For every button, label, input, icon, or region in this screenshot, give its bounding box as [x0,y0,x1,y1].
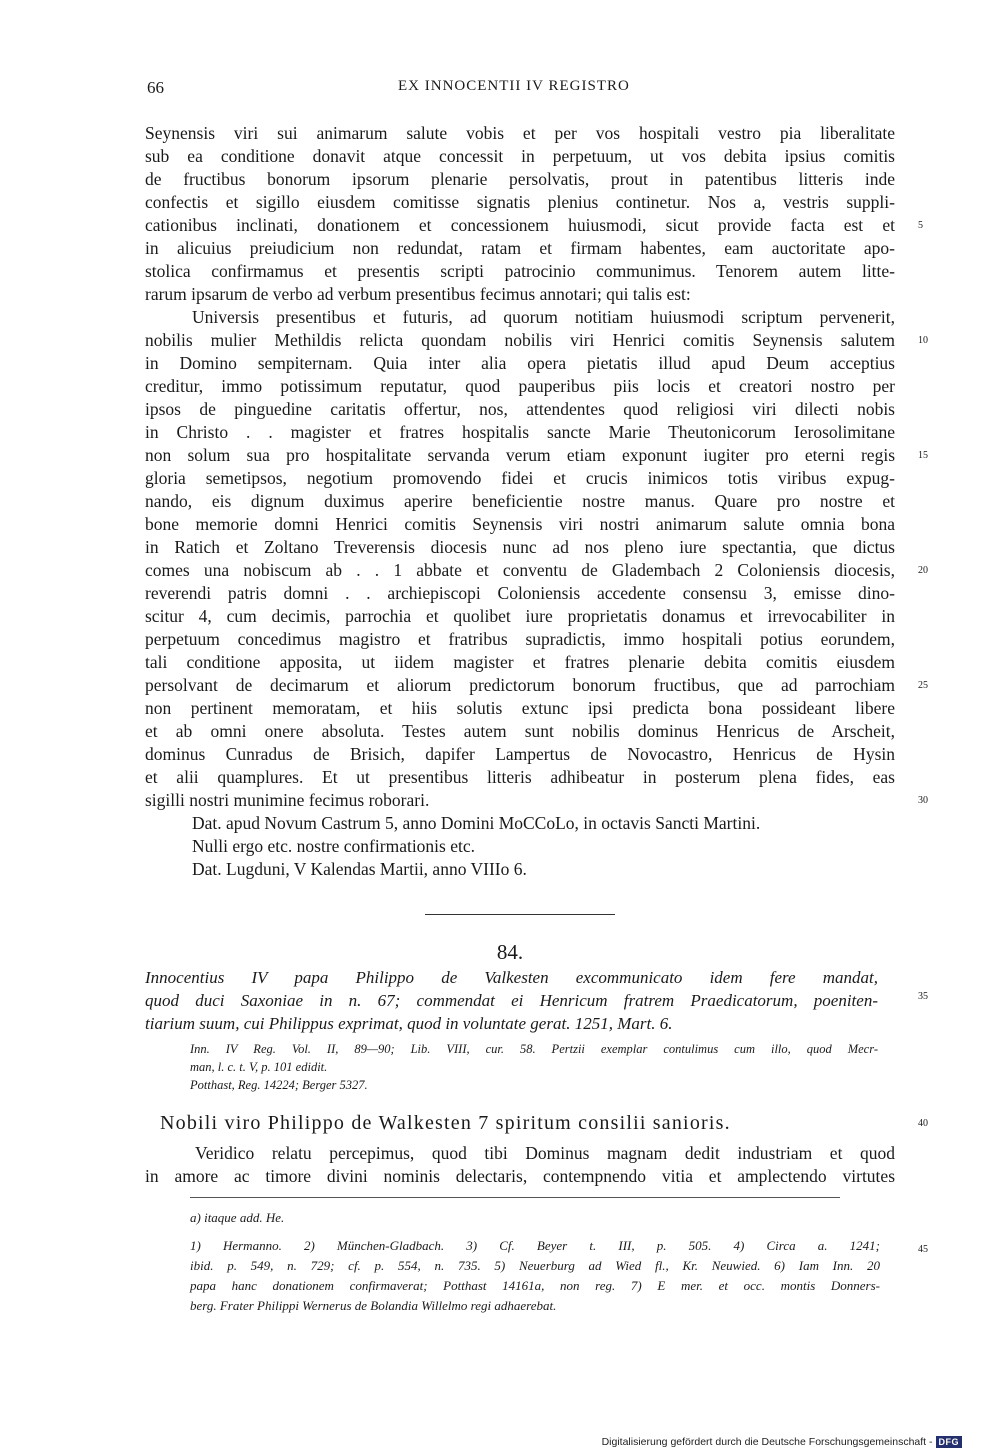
dfg-logo: DFG [936,1436,963,1448]
footnote-divider [190,1197,840,1198]
text-line: creditur, immo potissimum reputatur, quod pauperibus piis locis et creatori nostro per [145,376,895,396]
page-number: 66 [147,78,164,97]
line-number: 5 [918,220,923,231]
credit-text: Digitalisierung gefördert durch die Deutsche Forschungsgemeinschaft - [601,1436,933,1448]
summary-line: quod duci Saxoniae in n. 67; commendat ei Henricum fratrem Praedicatorum, poeniten- [145,991,878,1010]
sanction-clause: Nulli ergo etc. nostre confirmationis etc. [192,836,475,856]
text-line: scitur 4, cum decimis, parrochia et quolibet iure proprietatis donamus et irrevocabiliter in [145,606,895,626]
text-line: in Domino sempiternam. Quia inter alia opera pietatis illud apud Deum acceptius [145,353,895,373]
footnote-letter: a) itaque add. He. [190,1210,285,1225]
document-summary [145,966,878,1035]
text-line: non solum sua pro hospitalitate servanda verum etiam exponunt iugiter pro eterni regis [145,445,895,465]
text-line: Universis presentibus et futuris, ad quorum notitiam huiusmodi scriptum pervenerit, [192,307,895,327]
dating-clause: Dat. apud Novum Castrum 5, anno Domini MoCCoLo, in octavis Sancti Martini. [192,813,761,833]
text-line: non pertinent memoratam, et hiis solutis extunc ipsi predicta bona possideant libere [145,698,895,718]
footnote-line: ibid. p. 549, n. 729; cf. p. 554, n. 735. 5) Neuerburg ad Wied fl., Kr. Neuwied. 6) Iam Inn. 20 [190,1258,880,1273]
section-divider [425,914,615,915]
text-line: nobilis mulier Methildis relicta quondam nobilis viri Henrici comitis Seynensis salutem [145,330,895,350]
footnote-line: papa hanc donationem confirmaverat; Potthast 14161a, non reg. 7) E mer. et occ. montis Donners- [190,1278,880,1293]
text-line: nando, eis dignum duximus aperire beneficientie nostre manus. Quare pro nostre et [145,491,895,511]
text-line: Veridico relatu percepimus, quod tibi Dominus magnam dedit industriam et quod [195,1143,895,1163]
text-line: comes una nobiscum ab . . 1 abbate et conventu de Gladembach 2 Coloniensis diocesis, [145,560,895,580]
digitization-credit [602,1436,962,1448]
text-line: Seynensis viri sui animarum salute vobis et per vos hospitali vestro pia liberalitate [145,123,895,143]
text-line: cationibus inclinati, donationem et concessionem huiusmodi, sicut provide facta est et [145,215,895,235]
dating-clause: Dat. Lugduni, V Kalendas Martii, anno VIIIo 6. [192,859,527,879]
line-number: 45 [918,1244,928,1255]
editorial-line: Potthast, Reg. 14224; Berger 5327. [190,1078,368,1092]
line-number: 15 [918,450,928,461]
document-opening [145,1142,895,1188]
text-line: sigilli nostri munimine fecimus roborari. [145,790,430,810]
text-line: persolvant de decimarum et aliorum predictorum bonorum fructibus, que ad parrochiam [145,675,895,695]
text-line: de fructibus bonorum ipsorum plenarie persolvatis, prout in patentibus litteris inde [145,169,895,189]
text-line: confectis et sigillo eiusdem comitisse signatis plenius continetur. Nos a, vestris suppli- [145,192,895,212]
footnote-line: 1) Hermanno. 2) München-Gladbach. 3) Cf. Beyer t. III, p. 505. 4) Circa a. 1241; [190,1238,880,1253]
text-line: in Christo . . magister et fratres hospitalis sancte Marie Theutonicorum Ierosolimitane [145,422,895,442]
footnotes [190,1208,880,1316]
text-line: reverendi patris domni . . archiepiscopi Coloniensis accedente consensu 3, emisse dino- [145,583,895,603]
line-number: 25 [918,680,928,691]
text-line: in Ratich et Zoltano Treverensis diocesis nunc ad nos pleno iure spectantia, que dictus [145,537,895,557]
summary-line: tiarium suum, cui Philippus exprimat, quod in voluntate gerat. 1251, Mart. 6. [145,1014,673,1033]
line-number: 20 [918,565,928,576]
text-line: dominus Cunradus de Brisich, dapifer Lampertus de Novocastro, Henricus de Hysin [145,744,895,764]
line-number: 10 [918,335,928,346]
text-line: ipsos de pinguedine caritatis offertur, nos, attendentes quod religiosi viri dilecti nobis [145,399,895,419]
text-line: et ab omni onere absoluta. Testes autem sunt nobilis dominus Henricus de Arscheit, [145,721,895,741]
text-line: gloria semetipsos, negotium promovendo fidei et crucis inimicos totis viribus expug- [145,468,895,488]
line-number: 30 [918,795,928,806]
line-number: 40 [918,1118,928,1129]
text-line: sub ea conditione donavit atque concessit in perpetuum, ut vos debita ipsius comitis [145,146,895,166]
summary-line: Innocentius IV papa Philippo de Valkesten excommunicato idem fere mandat, [145,968,878,987]
text-line: in amore ac timore divini nominis delectaris, contempnendo vitia et amplectendo virtutes [145,1166,895,1186]
line-number: 35 [918,991,928,1002]
text-line: stolica confirmamus et presentis scripti patrocinio communimus. Tenorem autem litte- [145,261,895,281]
text-line: perpetuum concedimus magistro et fratribus supradictis, immo hospitali potius eorundem, [145,629,895,649]
text-line: rarum ipsarum de verbo ad verbum presentibus fecimus annotari; qui talis est: [145,284,691,304]
editorial-line: Inn. IV Reg. Vol. II, 89—90; Lib. VIII, cur. 58. Pertzii exemplar contulimus cum illo, quod Mecr- [190,1042,878,1056]
editorial-note [190,1040,878,1094]
document-number: 84. [496,940,524,964]
address-line: Nobili viro Philippo de Walkesten 7 spiritum consilii sanioris. [160,1112,731,1134]
main-text [145,122,895,881]
footnote-line: berg. Frater Philippi Wernerus de Bolandia Willelmo regi adhaerebat. [190,1298,557,1313]
text-line: tali conditione apposita, ut iidem magister et fratres plenarie debita comitis eiusdem [145,652,895,672]
text-line: et alii quamplures. Et ut presentibus litteris adhibeatur in posterum plena fides, eas [145,767,895,787]
running-title: EX INNOCENTII IV REGISTRO [398,78,630,94]
text-line: bone memorie domni Henrici comitis Seynensis viri nostri animarum salute omnia bona [145,514,895,534]
text-line: in alicuius preiudicium non redundat, ratam et firmam habentes, eam auctoritate apo- [145,238,895,258]
editorial-line: man, l. c. t. V, p. 101 edidit. [190,1060,328,1074]
